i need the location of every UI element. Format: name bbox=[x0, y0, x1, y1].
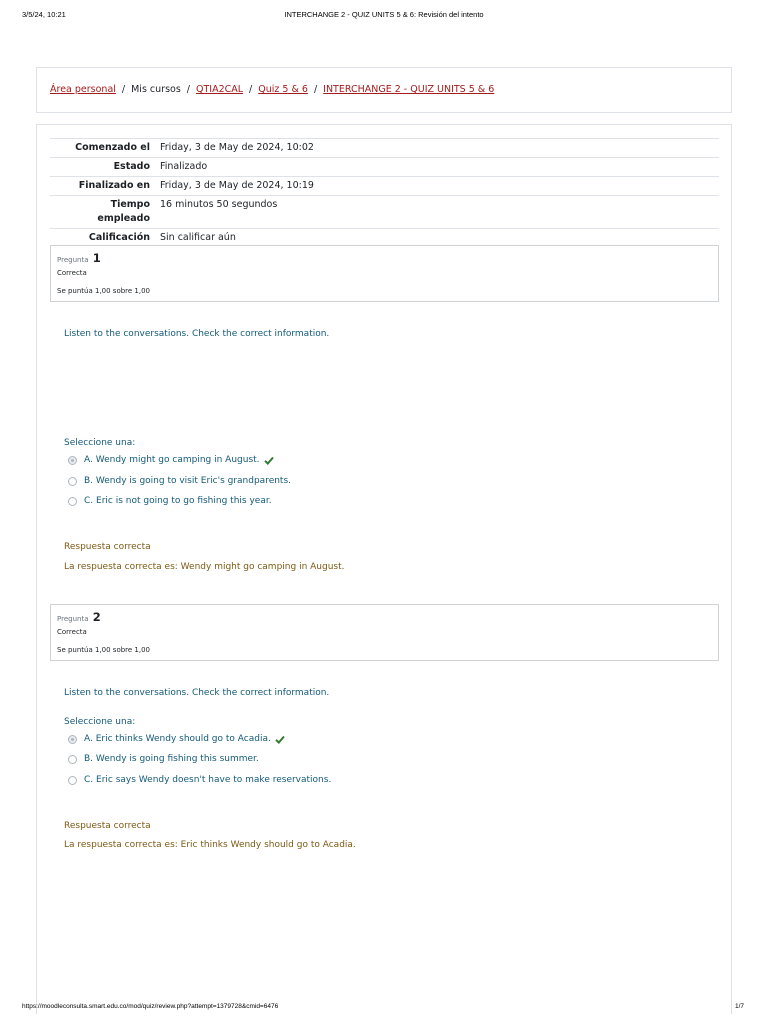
summary-value: Finalizado bbox=[155, 158, 719, 177]
radio-icon[interactable] bbox=[68, 477, 77, 486]
answer-option[interactable] bbox=[68, 496, 272, 506]
question-info-2 bbox=[50, 604, 719, 661]
quiz-review-region bbox=[36, 124, 732, 1014]
summary-value: 16 minutos 50 segundos bbox=[155, 196, 719, 229]
answer-option[interactable] bbox=[68, 734, 285, 744]
option-text: B. Wendy is going to visit Eric's grandparents. bbox=[84, 476, 292, 486]
summary-label: Comenzado el bbox=[50, 139, 155, 158]
breadcrumb-separator: / bbox=[313, 84, 318, 95]
question-number bbox=[57, 251, 101, 265]
summary-row bbox=[50, 196, 719, 229]
question-label: Pregunta bbox=[57, 256, 89, 264]
summary-value: Friday, 3 de May de 2024, 10:19 bbox=[155, 177, 719, 196]
breadcrumb bbox=[50, 84, 494, 95]
answer-prompt: Seleccione una: bbox=[64, 717, 136, 727]
question-number-value: 2 bbox=[92, 610, 101, 624]
breadcrumb-section[interactable]: Quiz 5 & 6 bbox=[258, 84, 308, 95]
check-icon bbox=[264, 456, 274, 465]
answer-prompt: Seleccione una: bbox=[64, 438, 136, 448]
breadcrumb-area-personal[interactable]: Área personal bbox=[50, 84, 116, 95]
summary-value: Friday, 3 de May de 2024, 10:02 bbox=[155, 139, 719, 158]
summary-row bbox=[50, 158, 719, 177]
option-text: C. Eric is not going to go fishing this year. bbox=[84, 496, 272, 506]
radio-icon[interactable] bbox=[68, 456, 77, 465]
question-number-value: 1 bbox=[92, 251, 101, 265]
feedback-text: Respuesta correcta bbox=[64, 821, 151, 831]
attempt-summary-table bbox=[50, 138, 719, 248]
question-grade: Se puntúa 1,00 sobre 1,00 bbox=[57, 646, 151, 654]
print-header bbox=[0, 10, 768, 22]
summary-label: Tiempo empleado bbox=[50, 196, 155, 229]
breadcrumb-separator: / bbox=[186, 84, 190, 95]
question-state: Correcta bbox=[57, 269, 87, 277]
answer-option[interactable] bbox=[68, 476, 291, 486]
print-page-number: 1/7 bbox=[734, 1003, 744, 1010]
radio-icon[interactable] bbox=[68, 735, 77, 744]
summary-label: Finalizado en bbox=[50, 177, 155, 196]
option-text: B. Wendy is going fishing this summer. bbox=[84, 754, 259, 764]
question-info-1 bbox=[50, 245, 719, 302]
answer-option[interactable] bbox=[68, 754, 259, 764]
print-title: INTERCHANGE 2 - QUIZ UNITS 5 & 6: Revisión del intento bbox=[284, 10, 484, 19]
breadcrumb-mis-cursos: Mis cursos bbox=[131, 84, 181, 95]
answer-option[interactable] bbox=[68, 775, 331, 785]
right-answer-text: La respuesta correcta es: Eric thinks Wendy should go to Acadia. bbox=[64, 840, 356, 850]
question-label: Pregunta bbox=[57, 615, 89, 623]
summary-row bbox=[50, 139, 719, 158]
breadcrumb-container bbox=[36, 67, 732, 113]
radio-icon[interactable] bbox=[68, 497, 77, 506]
breadcrumb-quiz[interactable]: INTERCHANGE 2 - QUIZ UNITS 5 & 6 bbox=[323, 84, 495, 95]
answer-option[interactable] bbox=[68, 455, 274, 465]
print-datetime: 3/5/24, 10:21 bbox=[22, 10, 66, 19]
summary-label: Calificación bbox=[50, 229, 155, 248]
breadcrumb-separator: / bbox=[121, 84, 126, 95]
summary-label: Estado bbox=[50, 158, 155, 177]
question-grade: Se puntúa 1,00 sobre 1,00 bbox=[57, 287, 151, 295]
option-text: A. Eric thinks Wendy should go to Acadia. bbox=[84, 734, 271, 744]
option-text: C. Eric says Wendy doesn't have to make reservations. bbox=[84, 775, 332, 785]
question-state: Correcta bbox=[57, 628, 87, 636]
check-icon bbox=[275, 735, 285, 744]
radio-icon[interactable] bbox=[68, 755, 77, 764]
question-text: Listen to the conversations. Check the correct information. bbox=[64, 688, 330, 698]
summary-value: Sin calificar aún bbox=[155, 229, 719, 248]
option-text: A. Wendy might go camping in August. bbox=[84, 455, 260, 465]
question-number bbox=[57, 610, 101, 624]
summary-row bbox=[50, 177, 719, 196]
print-footer bbox=[0, 1003, 768, 1015]
print-url: https://moodleconsulta.smart.edu.co/mod/quiz/review.php?attempt=1379728&cmid=6476 bbox=[22, 1003, 279, 1010]
feedback-text: Respuesta correcta bbox=[64, 542, 151, 552]
breadcrumb-separator: / bbox=[249, 84, 253, 95]
question-text: Listen to the conversations. Check the correct information. bbox=[64, 329, 330, 339]
radio-icon[interactable] bbox=[68, 776, 77, 785]
breadcrumb-course[interactable]: QTIA2CAL bbox=[195, 84, 244, 95]
right-answer-text: La respuesta correcta es: Wendy might go camping in August. bbox=[64, 562, 345, 572]
